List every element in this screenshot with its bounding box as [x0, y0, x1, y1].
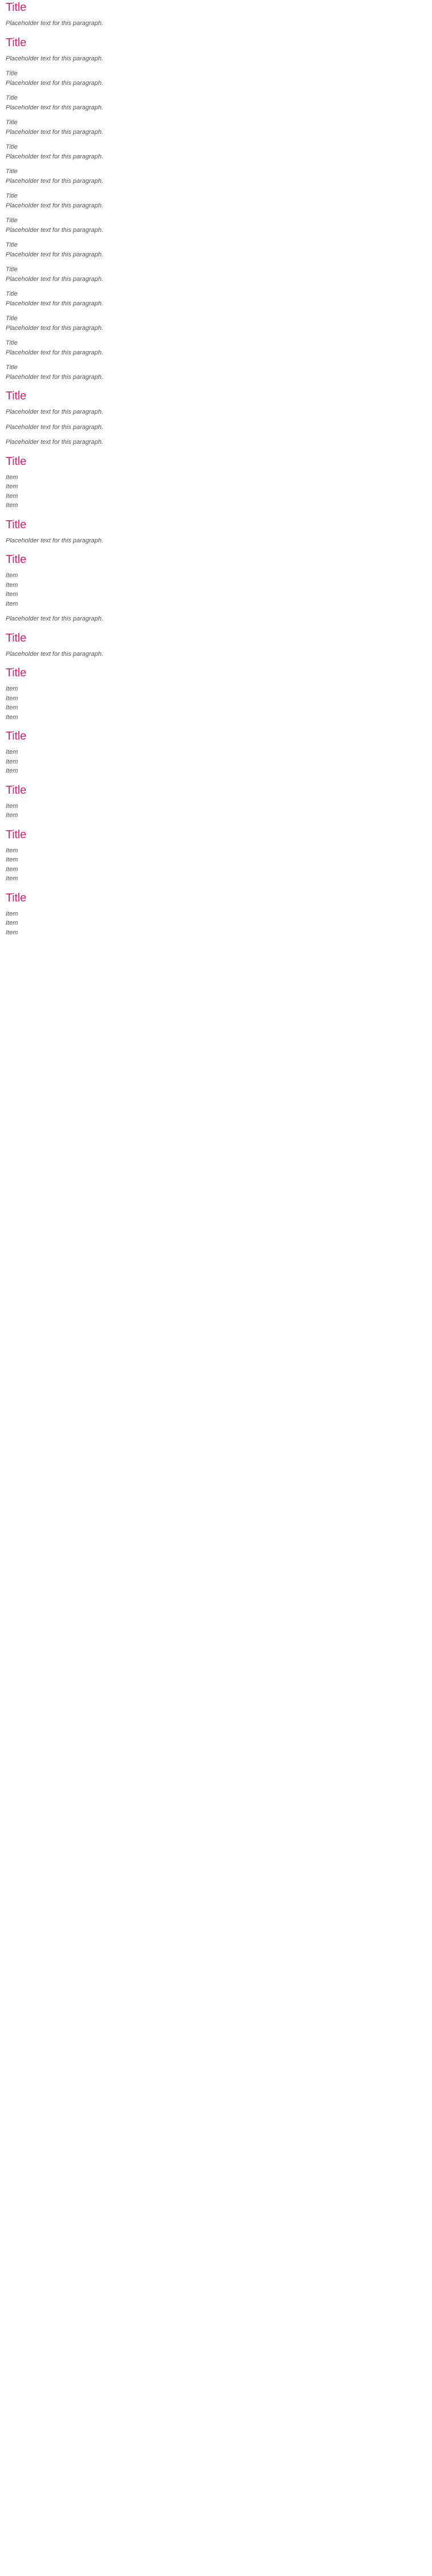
paragraph: Placeholder text for this paragraph.: [6, 537, 104, 544]
section-title: Title: [6, 667, 27, 679]
itinerary-day: [6, 93, 426, 112]
day-title: Title: [6, 193, 18, 199]
section: [6, 1, 426, 28]
section-title: Title: [6, 36, 27, 49]
day-title: Title: [6, 119, 18, 126]
list-item: Item: [6, 847, 18, 854]
section-title: Title: [6, 891, 27, 904]
itinerary-day: [6, 118, 426, 137]
paragraph: Placeholder text for this paragraph.: [6, 55, 104, 62]
section: [6, 36, 426, 382]
paragraph: Placeholder text for this paragraph.: [6, 650, 104, 658]
list-item: Item: [6, 492, 18, 500]
list: [6, 473, 426, 511]
day-title: Title: [6, 340, 18, 346]
day-description: Placeholder text for this paragraph.: [6, 275, 104, 283]
list-item: Item: [6, 749, 18, 756]
itinerary-day: [6, 167, 426, 186]
section: [6, 730, 426, 776]
list: [6, 684, 426, 722]
itinerary-day: [6, 265, 426, 284]
itinerary-page: [0, 0, 432, 954]
list-item: Item: [6, 473, 18, 481]
itinerary-day: [6, 240, 426, 259]
paragraph: Placeholder text for this paragraph.: [6, 423, 104, 431]
list: [6, 909, 426, 938]
itinerary-day: [6, 363, 426, 382]
list-item: Item: [6, 920, 18, 926]
list-item: Item: [6, 875, 18, 882]
day-description: Placeholder text for this paragraph.: [6, 104, 104, 111]
list-item: Item: [6, 572, 18, 579]
list-item: Item: [6, 802, 18, 810]
section: [6, 784, 426, 820]
section: [6, 632, 426, 659]
paragraph: Placeholder text for this paragraph.: [6, 409, 104, 415]
day-description: Placeholder text for this paragraph.: [6, 324, 104, 332]
list-item: Item: [6, 910, 18, 917]
list-item: Item: [6, 600, 18, 607]
day-title: Title: [6, 70, 18, 77]
section-title: Title: [6, 1, 27, 14]
section-title: Title: [6, 553, 27, 566]
section-title: Title: [6, 390, 27, 402]
list-item: Item: [6, 502, 18, 509]
list: [6, 571, 426, 609]
section: [6, 455, 426, 511]
itinerary-day: [6, 69, 426, 88]
day-title: Title: [6, 144, 18, 150]
day-title: Title: [6, 242, 18, 248]
list: [6, 846, 426, 884]
itinerary-day: [6, 338, 426, 357]
list-item: Item: [6, 713, 18, 721]
list: [6, 802, 426, 820]
section-title: Title: [6, 828, 27, 841]
section-title: Title: [6, 783, 27, 797]
section: [6, 553, 426, 624]
list-item: Item: [6, 581, 18, 589]
day-title: Title: [6, 168, 18, 175]
section-title: Title: [6, 631, 27, 644]
list: [6, 748, 426, 776]
list-item: Item: [6, 866, 18, 873]
day-title: Title: [6, 95, 18, 101]
day-title: Title: [6, 266, 18, 273]
day-description: Placeholder text for this paragraph.: [6, 349, 104, 356]
section-title: Title: [6, 455, 27, 468]
list-item: Item: [6, 483, 18, 490]
itinerary-day: [6, 314, 426, 333]
paragraph: Placeholder text for this paragraph.: [6, 439, 104, 446]
section: [6, 390, 426, 447]
section: [6, 828, 426, 884]
list-item: Item: [6, 812, 18, 819]
list-item: Item: [6, 685, 18, 692]
day-description: Placeholder text for this paragraph.: [6, 153, 104, 160]
day-title: Title: [6, 217, 18, 224]
list-item: Item: [6, 768, 18, 774]
day-description: Placeholder text for this paragraph.: [6, 79, 104, 87]
section-title: Title: [6, 518, 27, 531]
day-description: Placeholder text for this paragraph.: [6, 251, 104, 258]
paragraph: Placeholder text for this paragraph.: [6, 20, 104, 27]
list-item: Item: [6, 704, 18, 711]
day-description: Placeholder text for this paragraph.: [6, 202, 104, 209]
paragraph: Placeholder text for this paragraph.: [6, 615, 104, 622]
day-description: Placeholder text for this paragraph.: [6, 373, 104, 381]
section-title: Title: [6, 730, 27, 742]
itinerary-day: [6, 142, 426, 161]
section: [6, 519, 426, 546]
day-title: Title: [6, 364, 18, 371]
itinerary-day: [6, 289, 426, 308]
list-item: Item: [6, 929, 18, 936]
day-title: Title: [6, 291, 18, 297]
day-description: Placeholder text for this paragraph.: [6, 226, 104, 234]
day-title: Title: [6, 315, 18, 322]
day-description: Placeholder text for this paragraph.: [6, 300, 104, 307]
section: [6, 667, 426, 722]
list-item: Item: [6, 856, 18, 863]
day-description: Placeholder text for this paragraph.: [6, 177, 104, 185]
itinerary-day: [6, 216, 426, 235]
list-item: Item: [6, 695, 18, 702]
list-item: Item: [6, 591, 18, 598]
list-item: Item: [6, 758, 18, 765]
day-description: Placeholder text for this paragraph.: [6, 128, 104, 136]
section: [6, 892, 426, 938]
itinerary-day: [6, 191, 426, 210]
